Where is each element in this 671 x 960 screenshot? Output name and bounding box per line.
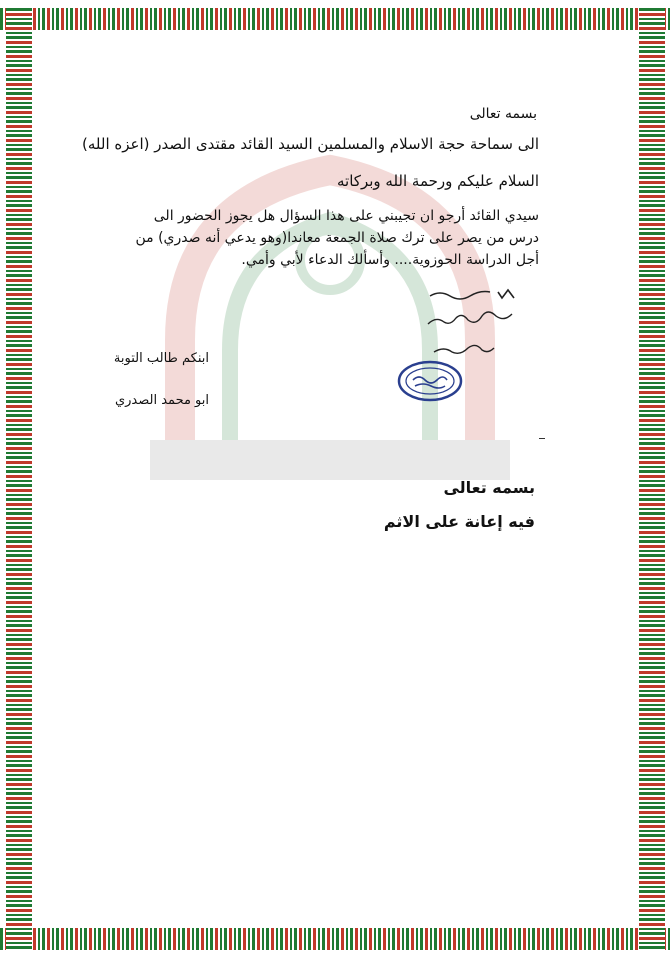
official-stamp	[397, 360, 463, 402]
reply-body: فيه إعانة على الاثم	[383, 512, 535, 531]
signer-line-2: ابو محمد الصدري	[114, 393, 209, 408]
decorative-border-right	[639, 8, 665, 950]
reply-salutation-head: بسمه تعالى	[443, 478, 535, 497]
decorative-border-top	[0, 8, 671, 30]
handwritten-note	[420, 282, 540, 362]
decorative-border-bottom	[0, 928, 671, 950]
letter-greeting: السلام عليكم ورحمة الله وبركاته	[337, 172, 539, 190]
letter-addressee: الى سماحة حجة الاسلام والمسلمين السيد القائد مقتدى الصدر (اعزه الله)	[82, 135, 539, 153]
letter-salutation-head: بسمه تعالى	[469, 106, 537, 122]
signer-line-1: ابنكم طالب التوبة	[113, 351, 209, 366]
divider-mark	[539, 438, 545, 439]
letter-body: سيدي القائد أرجو ان تجيبني على هذا السؤال هل يجوز الحضور الى درس من يصر على ترك صلاة الجمعة معاندا(وهو يدعي أنه صدري) من أجل الدراسة الحوزوية.... وأسألك الدعاء لأبي وأمي.	[135, 208, 539, 268]
decorative-border-left	[6, 8, 32, 950]
